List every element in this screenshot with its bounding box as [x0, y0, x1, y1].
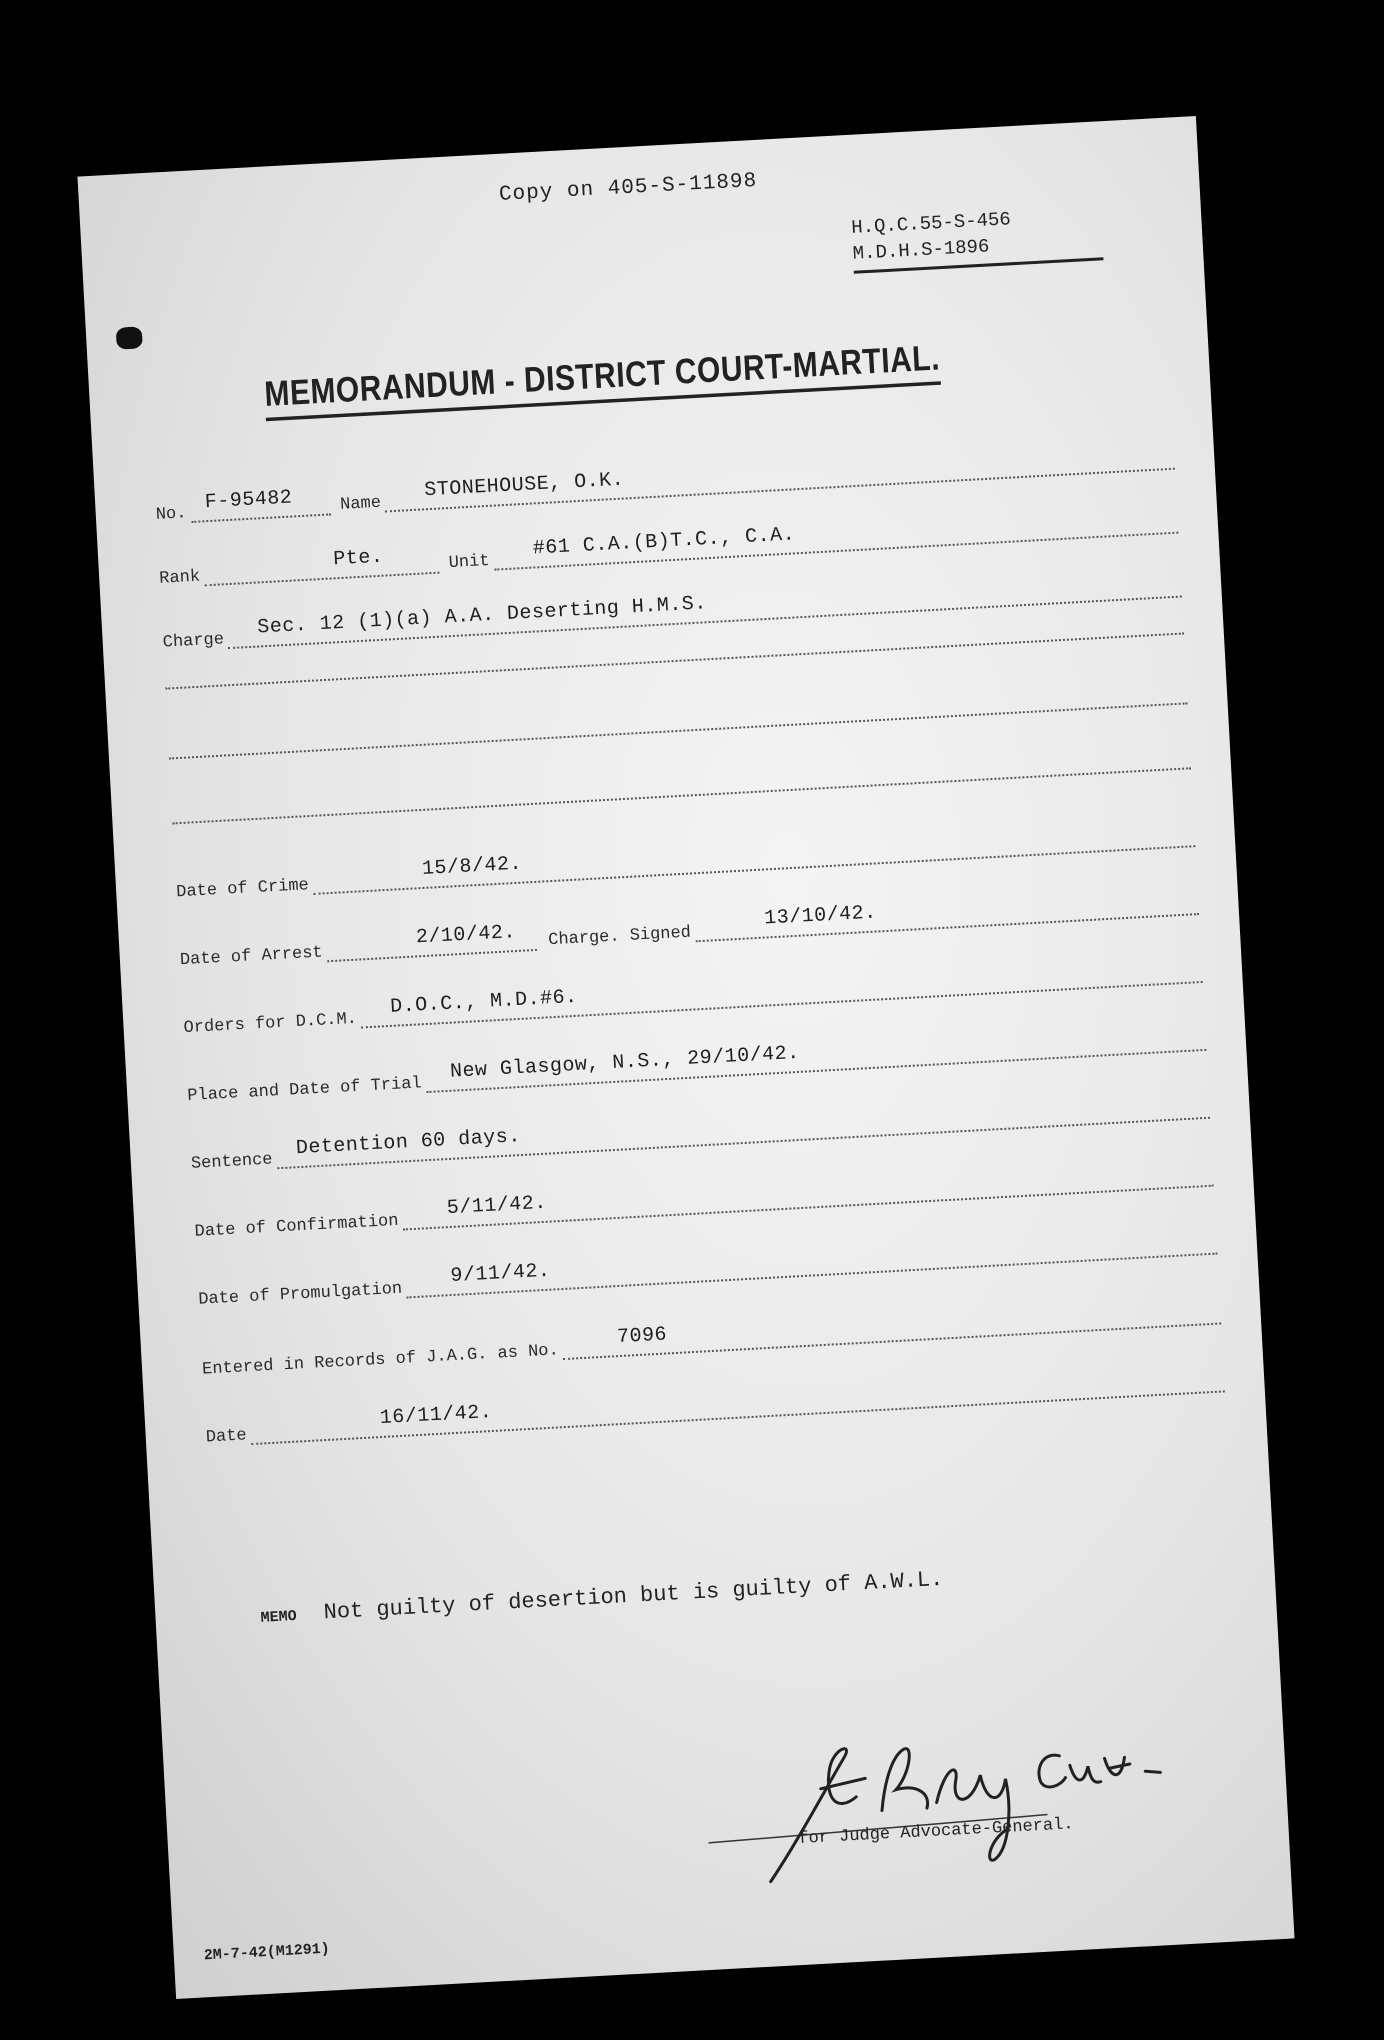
date-of-crime-value: 15/8/42.: [421, 852, 523, 881]
memo: [260, 1567, 944, 1629]
no-label: No.: [155, 504, 187, 525]
place-date-trial-label: Place and Date of Trial: [186, 1074, 423, 1107]
memo-text: Not guilty of desertion but is guilty of A.W.L.: [323, 1566, 945, 1626]
page-title: MEMORANDUM - DISTRICT COURT-MARTIAL.: [263, 339, 941, 422]
no-field: [189, 477, 331, 523]
orders-for-dcm-value: D.O.C., M.D.#6.: [389, 985, 579, 1019]
date-of-arrest-value: 2/10/42.: [415, 921, 517, 950]
charge-signed-field: [693, 877, 1199, 942]
date-of-promulgation-field: [405, 1217, 1218, 1299]
rank-value: Pte.: [332, 545, 384, 572]
rank-label: Rank: [158, 567, 201, 589]
place-date-trial-field: [424, 1013, 1206, 1093]
name-label: Name: [339, 493, 382, 515]
place-date-trial-value: New Glasgow, N.S., 29/10/42.: [449, 1041, 801, 1084]
no-value: F-95482: [204, 486, 293, 515]
file-ref-mdhs: M.D.H.S-1896: [852, 235, 991, 265]
charge-value: Sec. 12 (1)(a) A.A. Deserting H.M.S.: [256, 592, 708, 640]
date-of-arrest-field: [325, 913, 537, 962]
date-of-promulgation-value: 9/11/42.: [449, 1259, 552, 1289]
blank-line-2: [169, 702, 1188, 759]
date-of-confirmation-field: [401, 1149, 1214, 1231]
unit-label: Unit: [448, 551, 491, 574]
charge-signed-label: Charge. Signed: [547, 923, 692, 951]
memo-label: MEMO: [260, 1607, 298, 1627]
date-label: Date: [205, 1426, 248, 1448]
form-number: 2M-7-42(M1291): [203, 1940, 331, 1965]
unit-field: [492, 496, 1178, 571]
file-references: [851, 201, 1103, 273]
entered-records-field: [561, 1287, 1221, 1361]
date-value: 16/11/42.: [379, 1401, 493, 1431]
sentence-value: Detention 60 days.: [295, 1125, 522, 1161]
date-of-confirmation-value: 5/11/42.: [446, 1191, 548, 1221]
date-of-confirmation-label: Date of Confirmation: [194, 1211, 399, 1242]
copy-on-reference: Copy on 405-S-11898: [498, 169, 758, 207]
memorandum-document: [77, 116, 1294, 1999]
handwritten-signature: [702, 1699, 1190, 1895]
entered-records-value: 7096: [616, 1323, 668, 1350]
date-of-promulgation-label: Date of Promulgation: [197, 1279, 403, 1310]
file-ref-hqc: H.Q.C.55-S-456: [850, 208, 1012, 239]
sentence-label: Sentence: [190, 1150, 274, 1174]
name-value: STONEHOUSE, O.K.: [423, 468, 625, 503]
unit-value: #61 C.A.(B)T.C., C.A.: [532, 523, 796, 561]
signature-caption: for Judge Advocate-General.: [797, 1815, 1075, 1850]
date-of-arrest-label: Date of Arrest: [179, 943, 324, 971]
orders-for-dcm-label: Orders for D.C.M.: [183, 1009, 358, 1039]
orders-for-dcm-field: [359, 945, 1202, 1029]
charge-label: Charge: [162, 630, 225, 653]
entered-records-label: Entered in Records of J.A.G. as No.: [201, 1341, 560, 1380]
rank-field: [203, 536, 440, 587]
date-of-crime-label: Date of Crime: [175, 876, 310, 903]
charge-signed-value: 13/10/42.: [763, 901, 878, 931]
punch-hole: [116, 326, 143, 349]
